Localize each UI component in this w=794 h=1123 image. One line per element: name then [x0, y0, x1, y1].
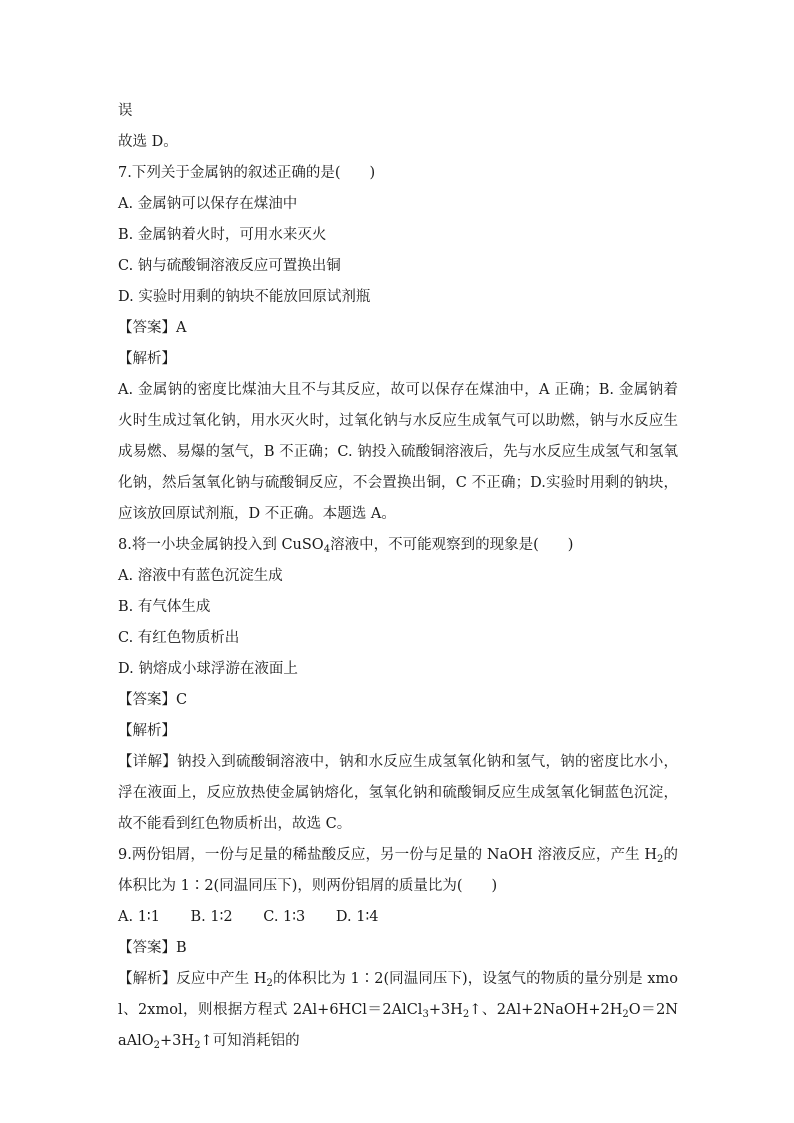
q9-analysis-p2: 的体积比为 1∶2(同温同压下)，设氢气的物质的量分别是 xmol、2xmol，则根据方程式 2Al+6HCl＝2AlCl: [118, 971, 678, 1018]
q7-stem: 7.下列关于金属钠的叙述正确的是( ): [118, 165, 376, 181]
q8-stem-post: 溶液中，不可能观察到的现象是( ): [330, 537, 574, 553]
q9-analysis-s4: 2: [622, 1009, 629, 1020]
q9-stem: [118, 840, 678, 902]
q6-conclusion: 故选 D。: [118, 134, 178, 150]
q9-answer: 【答案】B: [118, 940, 187, 956]
q8-stem: [118, 530, 678, 561]
q9-analysis-s5: 2: [153, 1040, 161, 1051]
q9-analysis-p3: +3H: [428, 1002, 463, 1018]
q7-option-d: D. 实验时用剩的钠块不能放回原试剂瓶: [118, 289, 371, 305]
q8-stem-pre: 8.将一小块金属钠投入到 CuSO: [118, 537, 324, 553]
q7-option-b: B. 金属钠着火时，可用水来灭火: [118, 227, 327, 243]
q8-option-c: C. 有红色物质析出: [118, 630, 240, 646]
q8-option-b: B. 有气体生成: [118, 599, 211, 615]
q9-stem-sub: 2: [657, 854, 664, 865]
q9-analysis-s2: 3: [422, 1009, 429, 1020]
q9-choice-c: C. 1∶3: [263, 909, 306, 925]
q9-choices: [118, 902, 678, 933]
q9-analysis-s3: 2: [462, 1009, 470, 1020]
q9-analysis-s6: 2: [194, 1040, 201, 1051]
q8-stem-sub: 4: [323, 544, 331, 555]
q8-analysis-label: 【解析】: [118, 723, 176, 739]
q9-analysis-p5: O＝2NaAlO: [118, 1002, 678, 1049]
q9-choice-a: A. 1∶1: [118, 909, 160, 925]
q7-option-a: A. 金属钠可以保存在煤油中: [118, 196, 298, 212]
q9-analysis-s1: 2: [266, 978, 273, 989]
q8-detail: 【详解】钠投入到硫酸铜溶液中，钠和水反应生成氢氧化钠和氢气，钠的密度比水小，浮在液面上，反应放热使金属钠熔化，氢氧化钠和硫酸铜反应生成氢氧化铜蓝色沉淀，故不能看到红色物质析出，故选 C。: [118, 754, 678, 832]
q9-choice-b: B. 1∶2: [190, 909, 233, 925]
q7-analysis-label: 【解析】: [118, 351, 176, 367]
document-page: [118, 96, 678, 1057]
q9-stem-pre: 9.两份铝屑，一份与足量的稀盐酸反应，另一份与足量的 NaOH 溶液反应，产生 H: [118, 847, 658, 863]
q9-choice-d: D. 1∶4: [335, 909, 379, 925]
q8-answer: 【答案】C: [118, 692, 188, 708]
q9-stem-post: 的体积比为 1∶2(同温同压下)，则两份铝屑的质量比为( ): [118, 847, 679, 894]
q9-analysis-p4: ↑、2Al+2NaOH+2H: [469, 1002, 623, 1018]
q8-option-a: A. 溶液中有蓝色沉淀生成: [118, 568, 283, 584]
q7-analysis: A. 金属钠的密度比煤油大且不与其反应，故可以保存在煤油中，A 正确；B. 金属钠着火时生成过氧化钠，用水灭火时，过氧化钠与水反应生成氧气可以助燃，钠与水反应生成易燃、易爆的氢气，B 不正确；C. 钠投入硫酸铜溶液后，先与水反应生成氢气和氢氧化钠，然后氢氧化钠与硫酸铜反应，不会置换出铜，C 不正确；D.实验时用剩的钠块，应该放回原试剂瓶，D 不正确。本题选 A。: [118, 382, 678, 522]
q7-option-c: C. 钠与硫酸铜溶液反应可置换出铜: [118, 258, 341, 274]
q8-option-d: D. 钠熔成小球浮游在液面上: [118, 661, 298, 677]
q9-analysis-p7: ↑可知消耗铝的: [200, 1033, 300, 1049]
q9-analysis-p1: 【解析】反应中产生 H: [118, 971, 267, 987]
q9-analysis: [118, 964, 678, 1057]
q6-fragment: 误: [118, 103, 133, 119]
q9-analysis-p6: +3H: [160, 1033, 195, 1049]
q7-answer: 【答案】A: [118, 320, 187, 336]
